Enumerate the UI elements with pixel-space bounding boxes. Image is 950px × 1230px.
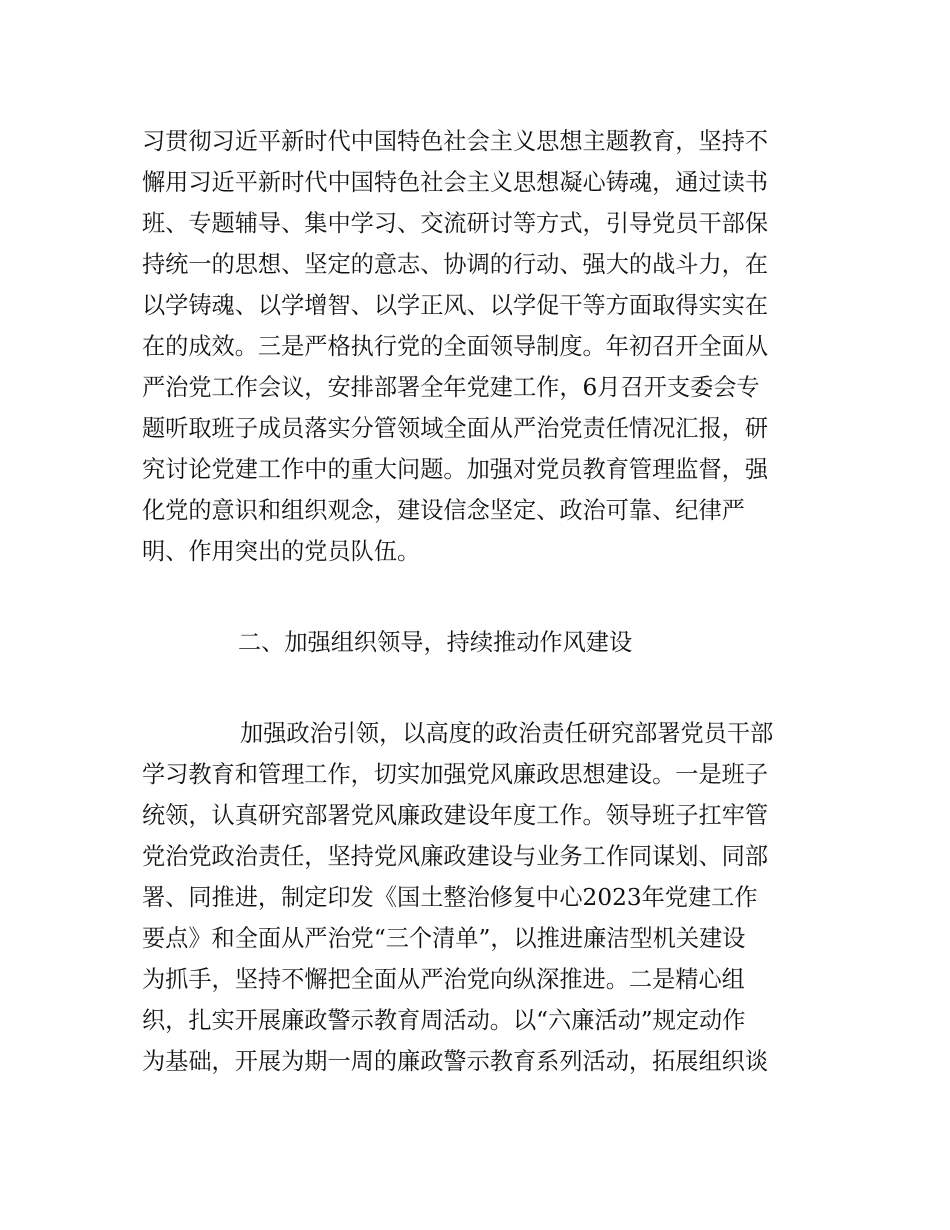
paragraph-1-line-1: 习贯彻习近平新时代中国特色社会主义思想主题教育，坚持不: [142, 128, 769, 155]
paragraph-1-line-4: 持统一的思想、坚定的意志、协调的行动、强大的战斗力，在: [142, 251, 769, 278]
paragraph-1-line-11: 明、作用突出的党员队伍。: [142, 538, 421, 565]
paragraph-2-line-9: 为基础，开展为期一周的廉政警示教育系列活动，拓展组织谈: [142, 1048, 769, 1075]
paragraph-1-line-8: 题听取班子成员落实分管领域全面从严治党责任情况汇报，研: [142, 415, 769, 442]
paragraph-2-line-4: 党治党政治责任，坚持党风廉政建设与业务工作同谋划、同部: [142, 843, 769, 870]
paragraph-2-line-5: 署、同推进，制定印发《国土整治修复中心2023年党建工作: [142, 884, 758, 911]
paragraph-1-line-5: 以学铸魂、以学增智、以学正风、以学促干等方面取得实实在: [142, 292, 769, 319]
paragraph-1-line-7: 严治党工作会议，安排部署全年党建工作，6月召开支委会专: [142, 374, 760, 401]
paragraph-1-line-6: 在的成效。三是严格执行党的全面领导制度。年初召开全面从: [142, 333, 769, 360]
paragraph-2-line-1: 加强政治引领，以高度的政治责任研究部署党员干部: [240, 720, 774, 747]
section-heading: 二、加强组织领导，持续推动作风建设: [238, 629, 633, 656]
paragraph-2-line-8: 织，扎实开展廉政警示教育周活动。以“六廉活动”规定动作: [142, 1007, 746, 1034]
paragraph-1-line-3: 班、专题辅导、集中学习、交流研讨等方式，引导党员干部保: [142, 210, 769, 237]
paragraph-1-line-2: 懈用习近平新时代中国特色社会主义思想凝心铸魂，通过读书: [142, 169, 769, 196]
paragraph-2-line-7: 为抓手，坚持不懈把全面从严治党向纵深推进。二是精心组: [142, 966, 745, 993]
paragraph-2-line-2: 学习教育和管理工作，切实加强党风廉政思想建设。一是班子: [142, 761, 769, 788]
paragraph-1-line-10: 化党的意识和组织观念，建设信念坚定、政治可靠、纪律严: [142, 497, 745, 524]
paragraph-2-line-3: 统领，认真研究部署党风廉政建设年度工作。领导班子扛牢管: [142, 802, 769, 829]
paragraph-2-line-6: 要点》和全面从严治党“三个清单”，以推进廉洁型机关建设: [142, 925, 746, 952]
paragraph-1-line-9: 究讨论党建工作中的重大问题。加强对党员教育管理监督，强: [142, 456, 769, 483]
